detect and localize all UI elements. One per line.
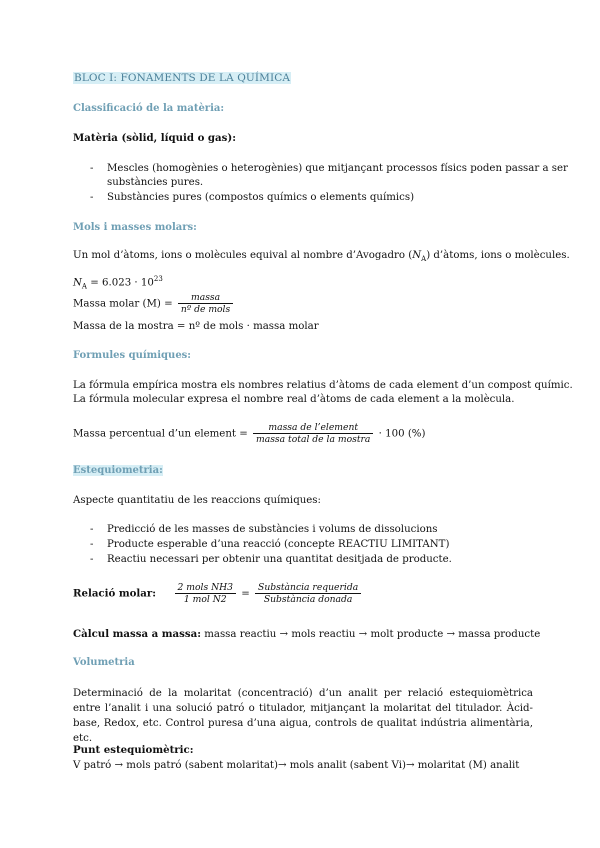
section-heading-estequiometria: Estequiometria: bbox=[73, 465, 163, 476]
avogadro-value: $N_A = 6.023 \cdot 10^{23}$ bbox=[73, 275, 163, 291]
formula-molecular-line: La fórmula molecular expresa el nombre real d’àtoms de cada element a la molècula. bbox=[73, 394, 515, 405]
list-item: - Substàncies pures (compostos químics o elements químics) bbox=[90, 192, 415, 203]
massa-percentual-formula: Massa percentual d’un element = $\frac{\text{massa de l’element}}{\text{massa total de la mostra}}$ · 100 (%) bbox=[73, 422, 426, 445]
list-item-continuation: substàncies pures. bbox=[107, 177, 204, 188]
section-heading-formules: Formules químiques: bbox=[73, 350, 192, 361]
avogadro-line: Un mol d’àtoms, ions o molècules equival al nombre d’Avogadro $(N_A)$ d’àtoms, ions o molècules. bbox=[73, 250, 570, 264]
section-heading-volumetria: Volumetria bbox=[73, 657, 135, 668]
section-heading-classificacio: Classificació de la matèria: bbox=[73, 103, 225, 114]
section-heading-mols: Mols i masses molars: bbox=[73, 222, 197, 233]
list-item: - Reactiu necessari per obtenir una quantitat desitjada de producte. bbox=[90, 554, 452, 565]
calcul-massa-line: Càlcul massa a massa: massa reactiu → mols reactiu → molt producte → massa producte bbox=[73, 628, 541, 640]
estequiometria-intro: Aspecte quantitatiu de les reaccions químiques: bbox=[73, 495, 321, 506]
bloc-title: BLOC I: FONAMENTS DE LA QUÍMICA bbox=[74, 72, 291, 84]
punt-estequiometric-label: Punt estequiomètric: bbox=[73, 744, 194, 756]
list-item: - Producte esperable d’una reacció (concepte REACTIU LIMITANT) bbox=[90, 539, 450, 550]
list-item: - Mescles (homogènies o heterogènies) que mitjançant processos físics poden passar a ser bbox=[90, 163, 568, 174]
formula-empirica-line: La fórmula empírica mostra els nombres relatius d’àtoms de cada element d’un compost químic. bbox=[73, 380, 573, 391]
list-item: - Predicció de les masses de substàncies i volums de dissolucions bbox=[90, 524, 438, 535]
massa-mostra-line: Massa de la mostra = nº de mols · massa molar bbox=[73, 321, 319, 332]
relacio-molar-formula: Relació molar: $\frac{\text{2 mols NH3}}{\text{1 mol N2}}$ = $\frac{\text{Substància requerida}}{\text{Substància donada}}$ bbox=[73, 582, 363, 605]
punt-estequiometric-line: V patró → mols patró (sabent molaritat)→ mols analit (sabent Vi)→ molaritat (M) analit bbox=[73, 760, 520, 771]
materia-subheading: Matèria (sòlid, líquid o gas): bbox=[73, 132, 236, 144]
massa-molar-formula: Massa molar (M) = $\frac{\text{massa}}{\text{nº de mols}}$ bbox=[73, 292, 235, 315]
volumetria-paragraph: Determinació de la molaritat (concentració) d’un analit per relació estequiomètrica entre l’analit i una solució patró o titulador, mitjançant la molaritat del titulador. Àcid-base, Redox, etc. Control puresa d’una aigua, controls de qualitat indústria alimentària, etc. bbox=[73, 688, 533, 744]
